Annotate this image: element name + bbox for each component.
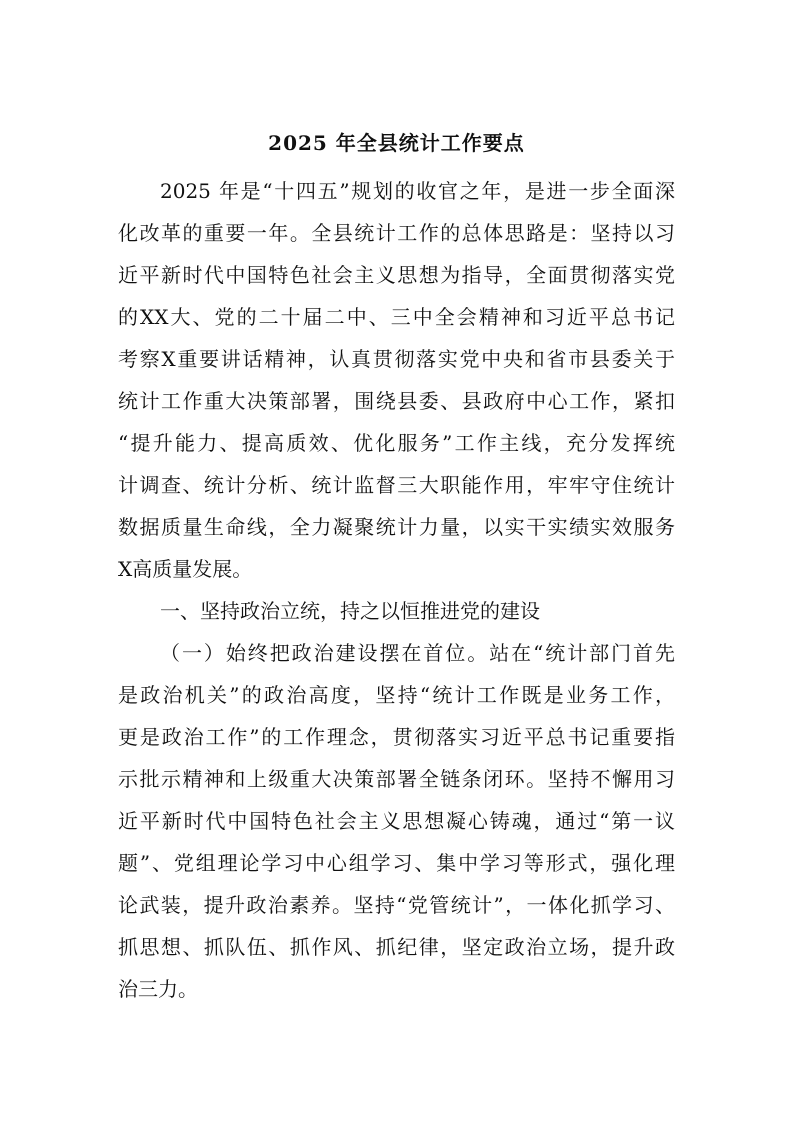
paragraph-1-line-7: “提升能力、提高质效、优化服务”工作主线，充分发挥统 [118,431,675,455]
paragraph-1-line-1: 2025 年是“十四五”规划的收官之年，是进一步全面深 [160,179,675,203]
paragraph-1-line-5: 考察X重要讲话精神，认真贯彻落实党中央和省市县委关于 [118,347,675,371]
paragraph-2-line-3: 更是政治工作”的工作理念，贯彻落实习近平总书记重要指 [118,725,675,749]
paragraph-1-line-2: 化改革的重要一年。全县统计工作的总体思路是：坚持以习 [118,221,675,245]
paragraph-1-line-4: 的XX大、党的二十届二中、三中全会精神和习近平总书记 [118,305,675,329]
paragraph-2-line-7: 论武装，提升政治素养。坚持“党管统计”，一体化抓学习、 [118,893,675,917]
paragraph-2-line-5: 近平新时代中国特色社会主义思想凝心铸魂，通过“第一议 [118,809,675,833]
paragraph-1-line-6: 统计工作重大决策部署，围绕县委、县政府中心工作，紧扣 [118,389,675,413]
paragraph-1-line-10: X高质量发展。 [118,557,253,581]
paragraph-2-line-8: 抓思想、抓队伍、抓作风、抓纪律，坚定政治立场，提升政 [118,935,675,959]
paragraph-2-line-4: 示批示精神和上级重大决策部署全链条闭环。坚持不懈用习 [118,767,675,791]
paragraph-2-line-2: 是政治机关”的政治高度，坚持“统计工作既是业务工作， [118,683,675,707]
section-heading-1: 一、坚持政治立统，持之以恒推进党的建设 [160,599,540,623]
paragraph-1-line-3: 近平新时代中国特色社会主义思想为指导，全面贯彻落实党 [118,263,675,287]
paragraph-2-line-1: （一）始终把政治建设摆在首位。站在“统计部门首先 [160,641,675,665]
document-body [118,170,675,1010]
paragraph-2-line-6: 题”、党组理论学习中心组学习、集中学习等形式，强化理 [118,851,675,875]
paragraph-2-line-9: 治三力。 [118,977,198,1001]
document-title: 2025 年全县统计工作要点 [268,131,525,155]
paragraph-1-line-9: 数据质量生命线，全力凝聚统计力量，以实干实绩实效服务 [118,515,675,539]
paragraph-1-line-8: 计调查、统计分析、统计监督三大职能作用，牢牢守住统计 [118,473,675,497]
